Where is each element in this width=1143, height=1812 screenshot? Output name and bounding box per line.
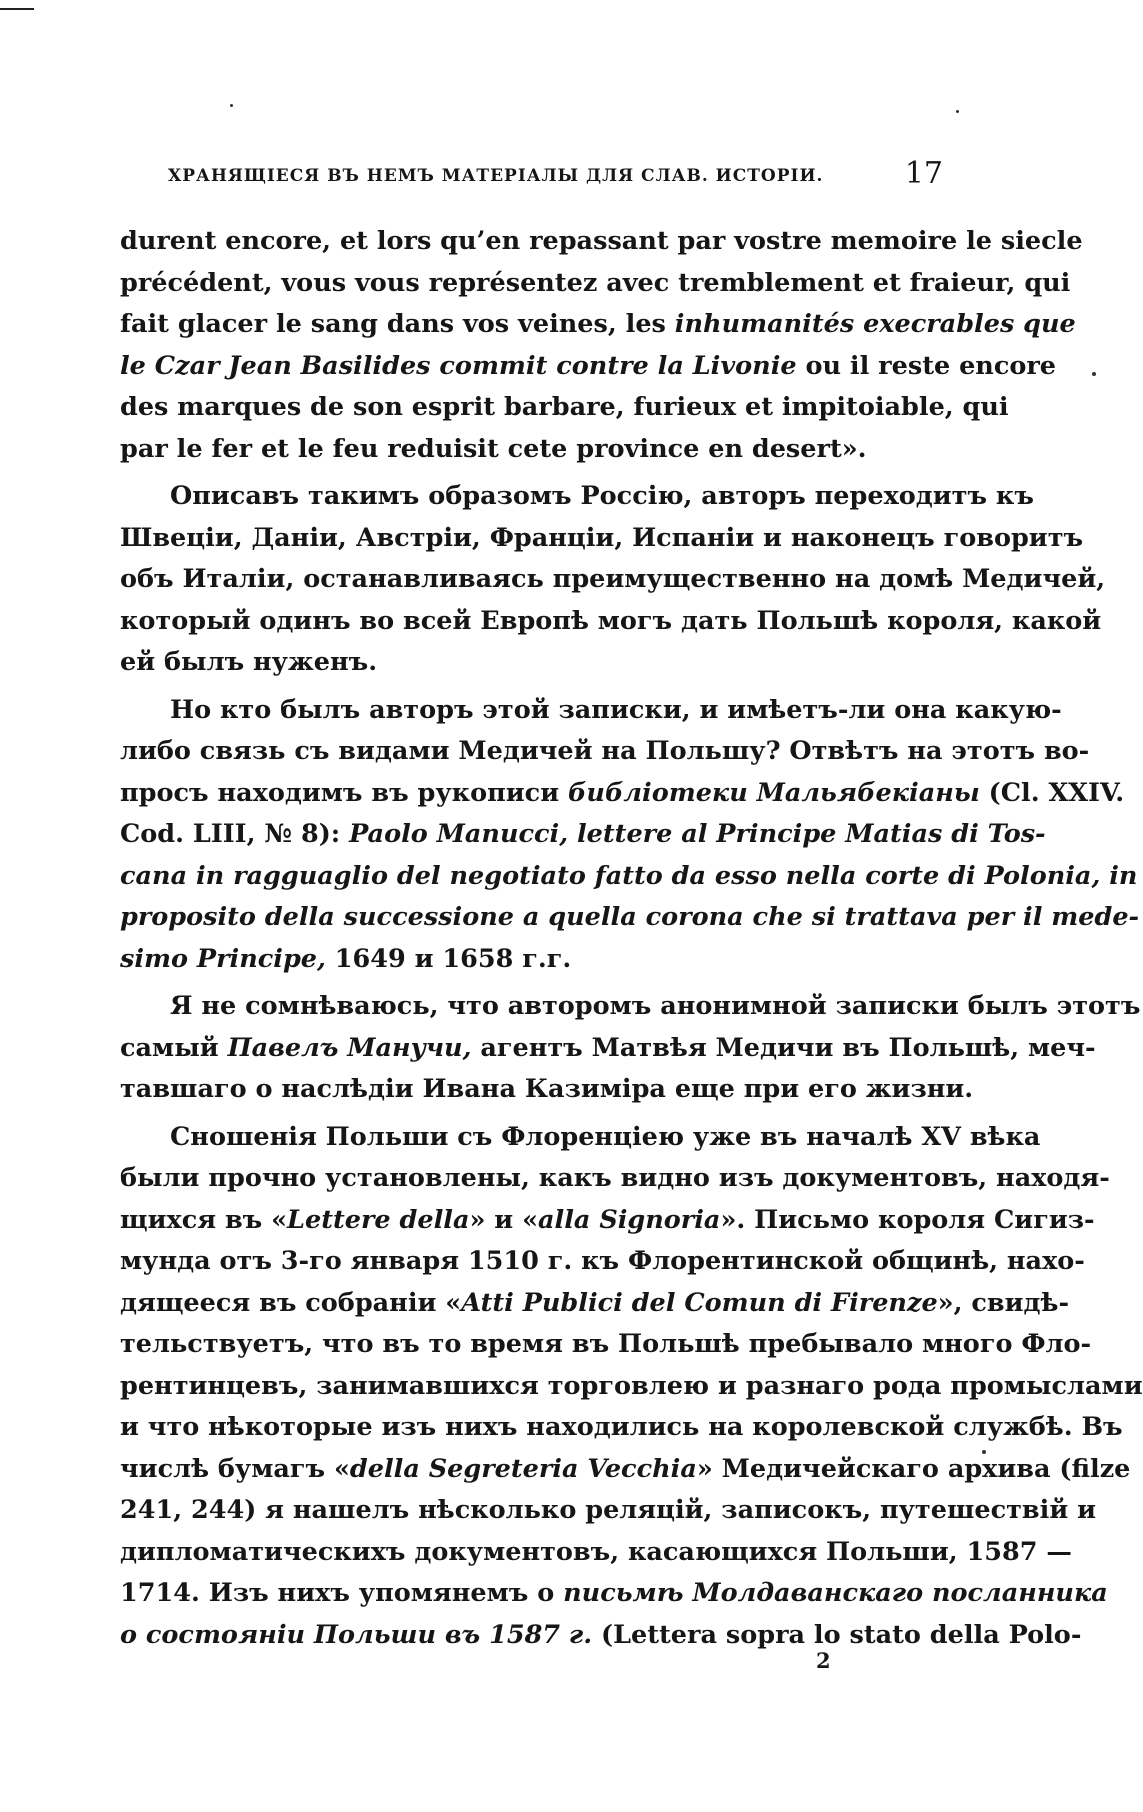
text-span: fait glacer le sang dans vos veines, les [120, 309, 675, 339]
stray-mark [230, 104, 233, 107]
text-span: щихся въ « [120, 1204, 288, 1235]
italic-span: Paolo Manucci, lettere al Principe Matias di Tos- [349, 819, 1046, 849]
page-corner-rule [0, 8, 34, 10]
italic-span: simo Principe, [120, 943, 326, 974]
running-head-title: ХРАНЯЩІЕСЯ ВЪ НЕМЪ МАТЕРІАЛЫ ДЛЯ СЛАВ. ИСТОРІИ. [168, 166, 824, 186]
italic-span: о состояніи Польши въ 1587 г. [120, 1619, 593, 1650]
italic-span: inhumanités execrables que [674, 309, 1076, 339]
text-line [120, 1490, 1097, 1532]
text-line [120, 346, 1057, 388]
text-span: дящееся въ собраніи « [120, 1287, 462, 1318]
text-line [120, 304, 1076, 346]
page-number: 17 [904, 156, 943, 191]
text-span: ей былъ нуженъ. [120, 647, 378, 677]
body-text [120, 221, 1143, 1656]
italic-span: Lettere della [287, 1204, 470, 1235]
text-line [120, 642, 946, 684]
text-line [120, 221, 1083, 263]
text-line [120, 814, 1046, 856]
text-span: Описавъ такимъ образомъ Россію, авторъ переходитъ къ [170, 481, 1034, 511]
text-line [120, 1241, 1085, 1283]
text-line [120, 1532, 1072, 1574]
text-line [120, 518, 1084, 560]
italic-span: Atti Publici del Comun di Firenze [461, 1287, 938, 1318]
text-span: либо связь съ видами Медичей на Польшу? Отвѣтъ на этотъ во- [120, 736, 1090, 766]
text-line [120, 263, 1071, 305]
text-span: тельствуетъ, что въ то время въ Польшѣ пребывало много Фло- [120, 1329, 1092, 1359]
text-span: который одинъ во всей Европѣ могъ дать Польшѣ короля, какой [120, 605, 1102, 636]
italic-span: alla Signoria [538, 1204, 721, 1235]
text-line [120, 1283, 1070, 1325]
stray-mark [956, 110, 959, 113]
text-line [120, 773, 1125, 815]
text-span: рентинцевъ, занимавшихся торговлею и разнаго рода промыслами [120, 1370, 1143, 1401]
text-span: дипломатическихъ документовъ, касающихся Польши, 1587 — [120, 1536, 1072, 1567]
text-line [120, 1117, 1041, 1159]
text-span: par le fer et le feu reduisit cete province en desert». [120, 433, 867, 464]
text-span: » и « [469, 1204, 539, 1235]
text-line [120, 897, 1140, 939]
italic-span: proposito della successione a quella corona che si trattava per il mede- [120, 902, 1140, 932]
text-span: Сношенія Польши съ Флоренціею уже въ началѣ XV вѣка [170, 1121, 1041, 1152]
text-span: мунда отъ 3-го января 1510 г. къ Флорентинской общинѣ, нахо- [120, 1246, 1085, 1276]
italic-span: le Czar Jean Basilides commit contre la Livonie [120, 350, 797, 381]
italic-span: письмѣ Молдаванскаго посланника [563, 1578, 1108, 1608]
text-line [120, 387, 1009, 429]
italic-span: cana in ragguaglio del negotiato fatto da esso nella corte di Polonia, in [120, 860, 1138, 891]
text-line [120, 1324, 1092, 1366]
text-line [120, 1200, 1095, 1242]
text-line [120, 1028, 1096, 1070]
text-span: 1649 и 1658 г.г. [325, 943, 572, 974]
text-span: (Cl. XXIV. [979, 777, 1125, 808]
text-span: précédent, vous vous représentez avec tremblement et fraieur, qui [120, 267, 1071, 298]
text-span: самый [120, 1032, 228, 1063]
text-span: durent encore, et lors qu’en repassant par vostre memoire le siecle [120, 226, 1083, 256]
text-line [120, 1449, 1131, 1491]
text-line [120, 476, 1034, 518]
text-span: Cod. LIII, № 8): [120, 819, 350, 849]
text-line [120, 856, 1138, 898]
text-line [120, 690, 1062, 732]
text-span: просъ находимъ въ рукописи [120, 777, 568, 808]
text-line [120, 601, 1102, 643]
text-line [120, 939, 946, 981]
text-span: Но кто былъ авторъ этой записки, и имѣетъ-ли она какую- [170, 694, 1062, 725]
italic-span: della Segreteria Vecchia [349, 1453, 697, 1484]
text-span: 1714. Изъ нихъ упомянемъ о [120, 1578, 564, 1608]
italic-span: библіотеки Мальябекіаны [568, 777, 980, 808]
text-line [120, 1366, 1143, 1408]
text-span: объ Италіи, останавливаясь преимущественно на домѣ Медичей, [120, 564, 1106, 594]
signature-mark: 2 [816, 1648, 831, 1673]
text-line [120, 731, 1090, 773]
stray-mark [1092, 372, 1096, 376]
text-span: Я не сомнѣваюсь, что авторомъ анонимной записки былъ этотъ [170, 991, 1141, 1021]
text-span: (Lettera sopra lo stato della Polo- [592, 1619, 1082, 1650]
text-line [120, 986, 1141, 1028]
text-line [120, 1573, 1108, 1615]
text-line [120, 429, 946, 471]
text-span: тавшаго о наслѣдіи Ивана Казиміра еще при его жизни. [120, 1074, 974, 1104]
text-line [120, 1069, 974, 1111]
text-span: ». Письмо короля Сигиз- [720, 1204, 1095, 1235]
text-span: и что нѣкоторые изъ нихъ находились на королевской службѣ. Въ [120, 1412, 1123, 1442]
text-span: », свидѣ- [937, 1287, 1070, 1318]
italic-span: Павелъ Манучи, [227, 1032, 472, 1063]
text-span: Швеціи, Даніи, Австріи, Франціи, Испаніи и наконецъ говоритъ [120, 522, 1084, 553]
text-span: числѣ бумагъ « [120, 1453, 350, 1484]
text-span: » Медичейскаго архива (filze [696, 1453, 1131, 1484]
text-span: ou il reste encore [796, 350, 1057, 381]
text-line [120, 1158, 1110, 1200]
text-line [120, 559, 1106, 601]
text-span: des marques de son esprit barbare, furieux et impitoiable, qui [120, 392, 1009, 422]
text-span: были прочно установлены, какъ видно изъ документовъ, находя- [120, 1163, 1110, 1193]
text-line [120, 1407, 1123, 1449]
text-span: 241, 244) я нашелъ нѣсколько реляцій, записокъ, путешествій и [120, 1495, 1097, 1525]
text-span: агентъ Матвѣя Медичи въ Польшѣ, меч- [471, 1032, 1096, 1063]
running-head [168, 156, 943, 196]
